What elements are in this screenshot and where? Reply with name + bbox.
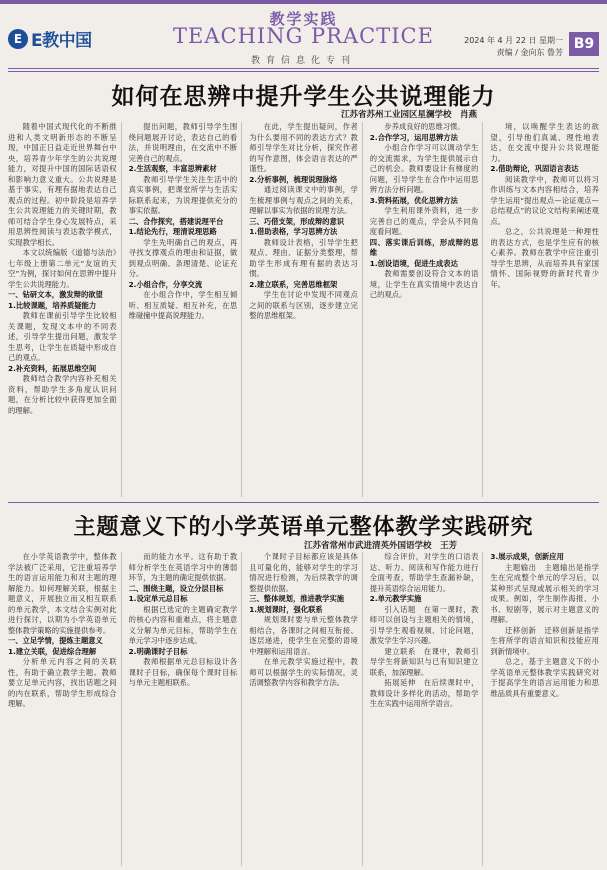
section-heading: 二、围绕主题，设立分层目标 [128, 583, 224, 593]
article2-column [129, 552, 243, 866]
paragraph: 教师设计表格，引导学生把观点、理由、证据分类整理，帮助学生形成有理有据的表达习惯。 [249, 237, 358, 278]
article1-title: 如何在思辨中提升学生公共说理能力 [111, 84, 496, 110]
article2-column [490, 552, 599, 866]
article2-column [249, 552, 363, 866]
section-heading: 1.建立关联，促进综合理解 [8, 646, 97, 656]
section-heading: 2.借助辩论，巩固语言表达 [490, 164, 579, 173]
section-heading: 1.创设语境，促进生成表达 [369, 258, 458, 268]
paragraph: 综合评价，对学生的口语表达、听力、阅读和写作能力进行全面考查，帮助学生查漏补缺，提升英语综合运用能力。 [369, 552, 479, 593]
paragraph: 随着中国式现代化的不断推进和人类文明新形态的不断呈现，中国正日益走近世界舞台中央，培养青少年学生的公共说理能力，对提升中国的国际话语权和影响力意义重大。公共说理是基于事实，有理有据地表达自己观点的过程。初中阶段是培养学生公共说理能力的关键时期，教师可结合学生身心发展特点，采用思辨性阅读与表达教学模式，实现教学相长。 [8, 122, 117, 247]
article1-body [8, 122, 599, 497]
section-heading: 一、立足学情，提炼主题意义 [8, 636, 103, 645]
article2-title: 主题意义下的小学英语单元整体教学实践研究 [73, 515, 534, 540]
paragraph: 在小学英语教学中，整体教学法被广泛采用，它注重培养学生的语言运用能力和对主题的理解能力。如何理解关联，根据主题意义，开展独立而又相互联系的单元教学，本文结合实例对此进行探讨，以期为小学英语单元整体教学策略的实施提供参考。 [8, 552, 117, 635]
section-heading: 1.比较课题，培养质疑能力 [8, 300, 97, 310]
article1-column [129, 122, 243, 497]
header-divider-2 [8, 71, 599, 72]
section-heading: 一、钻研文本，激发辩的欲望 [8, 290, 103, 299]
article1-column [249, 122, 363, 497]
paragraph: 个课时子目标都应该是具体且可量化的，能够对学生的学习情况进行检测，为后续教学的调整提供依据。 [249, 552, 358, 593]
paragraph: 阅读教学中，教师可以将习作训练与文本内容相结合，培养学生运用“提出观点—论证观点—总结观点”的议论文结构来阐述观点。 [490, 174, 599, 226]
paragraph: 总之，基于主题意义下的小学英语单元整体教学实践研究对于提高学生的语言运用能力和思维品质具有重要意义。 [490, 657, 599, 698]
section-heading: 三、整体规划，推进教学实施 [249, 594, 345, 603]
article1-column [8, 122, 122, 497]
article1-column [490, 122, 599, 497]
article2-column [8, 552, 122, 866]
dateline [464, 35, 563, 59]
section-heading: 2.明确课时子目标 [128, 646, 188, 656]
paragraph: 教师需要创设符合文本的语境，让学生在真实情境中表达自己的观点。 [369, 269, 479, 299]
header-divider [8, 68, 599, 69]
paragraph: 在小组合作中，学生相互倾听、相互质疑、相互补充，在思维碰撞中提高说理能力。 [128, 290, 238, 320]
paragraph: 学生先明确自己的观点，再寻找支撑观点的理由和证据，做到观点明确、条理清楚、论证充分。 [128, 237, 238, 278]
issue-date: 2024 年 4 月 22 日 星期一 [464, 36, 563, 45]
logo-text: E教中国 [31, 31, 92, 51]
page-number-badge: B9 [569, 32, 599, 56]
paragraph: 小组合作学习可以调动学生的交流需求，为学生提供展示自己的机会。教师要设计有梯度的问题，引导学生在合作中运用思辨方法分析问题。 [369, 143, 479, 194]
article2-body [8, 552, 599, 866]
section-heading: 2.建立联系，完善思维框架 [249, 279, 338, 289]
section-heading: 2.生活观察，丰富思辨素材 [128, 164, 217, 173]
column-title-cn: 教学实践 [269, 10, 338, 28]
paragraph: 总之，公共说理是一种理性的表达方式，也是学生应有的核心素养。教师在教学中应注重引导学生思辨，从而培养具有家国情怀、国际视野的新时代青少年。 [490, 227, 599, 289]
section-heading: 3.展示成果，创新应用 [490, 552, 564, 561]
article-divider [8, 502, 599, 503]
paragraph: 教师引导学生关注生活中的真实事例，把课堂所学与生活实际联系起来，为说理提供充分的事实依据。 [128, 174, 238, 215]
section-heading: 四、落实课后训练，形成辩的思维 [369, 237, 479, 257]
section-heading: 1.结论先行，理清说理思路 [128, 227, 217, 236]
article1-byline: 江苏省苏州工业园区星澜学校 肖燕 [340, 110, 477, 120]
article2-column [370, 552, 484, 866]
editor-credit: 责编 / 金向东 鲁芳 [496, 48, 563, 57]
paragraph: 在单元教学实施过程中，教师可以根据学生的实际情况，灵活调整教学内容和教学方法。 [249, 657, 358, 687]
paragraph: 引入话题 在第一课时，教师可以创设与主题相关的情境，引导学生观看视频、讨论问题，激发学生学习兴趣。 [369, 604, 479, 645]
section-heading: 2.小组合作，分享交流 [128, 279, 203, 289]
column-title-en: TEACHING PRACTICE [173, 24, 434, 48]
section-heading: 1.规划课时，强化联系 [249, 604, 323, 614]
paragraph: 通过阅读课文中的事例，学生梳理事例与观点之间的关系，理解以事实为依据的说理方法。 [249, 185, 358, 215]
paragraph: 学生在讨论中发现不同观点之间的联系与区别，逐步建立完整的思维框架。 [249, 290, 358, 320]
paragraph: 迁移创新 迁移创新是指学生将所学的语言知识和技能应用到新情境中。 [490, 625, 599, 656]
paragraph: 本文以统编版《道德与法治》七年级上册第二单元“友谊的天空”为例，探讨如何在思辨中提升学生公共说理能力。 [8, 248, 117, 289]
section-heading: 2.单元教学实施 [369, 594, 422, 603]
article1-column [370, 122, 484, 497]
paragraph: 建立联系 在课中，教师引导学生将新知识与已有知识建立联系，加深理解。 [369, 646, 479, 677]
paragraph: 教师根据单元总目标设计各课时子目标，确保每个课时目标与单元主题相联系。 [128, 657, 238, 687]
section-heading: 1.借助表格，学习思辨方法 [249, 227, 338, 236]
section-heading: 三、巧借支架，形成辩的意识 [249, 216, 345, 226]
paragraph: 境，以唤醒学生表达的欲望，引导他们真诚、理性地表达，在交流中提升公共说理能力。 [490, 122, 599, 163]
paragraph: 而的能力水平。这有助于教师分析学生在英语学习中的薄弱环节，为主题的确定提供依据。 [128, 552, 238, 582]
paragraph: 提出问题，教师引导学生围绕问题展开讨论，表达自己的看法，并说明理由，在交流中不断完善自己的观点。 [128, 122, 238, 163]
top-accent-bar [0, 0, 607, 4]
paragraph: 教师在课前引导学生比较相关课题，发现文本中的不同表述，引导学生提出问题，激发学生思考，让学生在质疑中形成自己的观点。 [8, 311, 117, 362]
section-heading: 二、合作探究，搭建说理平台 [128, 216, 224, 226]
paragraph: 分析单元内容之间的关联性，有助于确立教学主题。教师要立足单元内容，找出话题之间的内在联系，帮助学生形成综合理解。 [8, 657, 117, 708]
section-heading: 1.设定单元总目标 [128, 594, 188, 603]
paragraph: 教师结合教学内容补充相关资料，帮助学生多角度认识问题，在分析比较中获得更加全面的理解。 [8, 374, 117, 415]
paragraph: 在此，学生提出疑问，作者为什么要用不同的表达方式？教师引导学生对比分析，探究作者的写作意图，体会语言表达的严谨性。 [249, 122, 358, 173]
section-heading: 2.分析事例，梳理说理脉络 [249, 174, 338, 184]
section-heading: 2.合作学习，运用思辨方法 [369, 132, 458, 142]
section-heading: 2.补充资料，拓展思维空间 [8, 363, 97, 373]
section-heading: 3.资料拓展，优化思辨方法 [369, 195, 458, 205]
paragraph: 拓展延伸 在后续课时中，教师设计多样化的活动，帮助学生在实践中运用所学语言。 [369, 678, 479, 708]
article2-byline: 江苏省常州市武进清英外国语学校 王芳 [303, 541, 457, 551]
paragraph: 规划课时要与单元整体教学相结合，各课时之间相互衔接、逐层递进，使学生在完整的语境中理解和运用语言。 [249, 615, 358, 656]
paragraph: 根据已选定的主题确定教学的核心内容和重难点，将主题意义分解为单元目标，帮助学生在单元学习中逐步达成。 [128, 604, 238, 645]
paragraph: 步养成良好的思维习惯。 [384, 122, 465, 131]
logo-icon: E [8, 29, 28, 49]
column-subtitle: 教育信息化专刊 [250, 56, 356, 66]
paragraph: 主题输出 主题输出是指学生在完成整个单元的学习后，以某种形式呈现或展示相关的学习成果。例如，学生制作海报、小书、短剧等，展示对主题意义的理解。 [490, 562, 599, 624]
paragraph: 学生利用课外资料，进一步完善自己的观点，学会从不同角度看问题。 [369, 206, 479, 236]
